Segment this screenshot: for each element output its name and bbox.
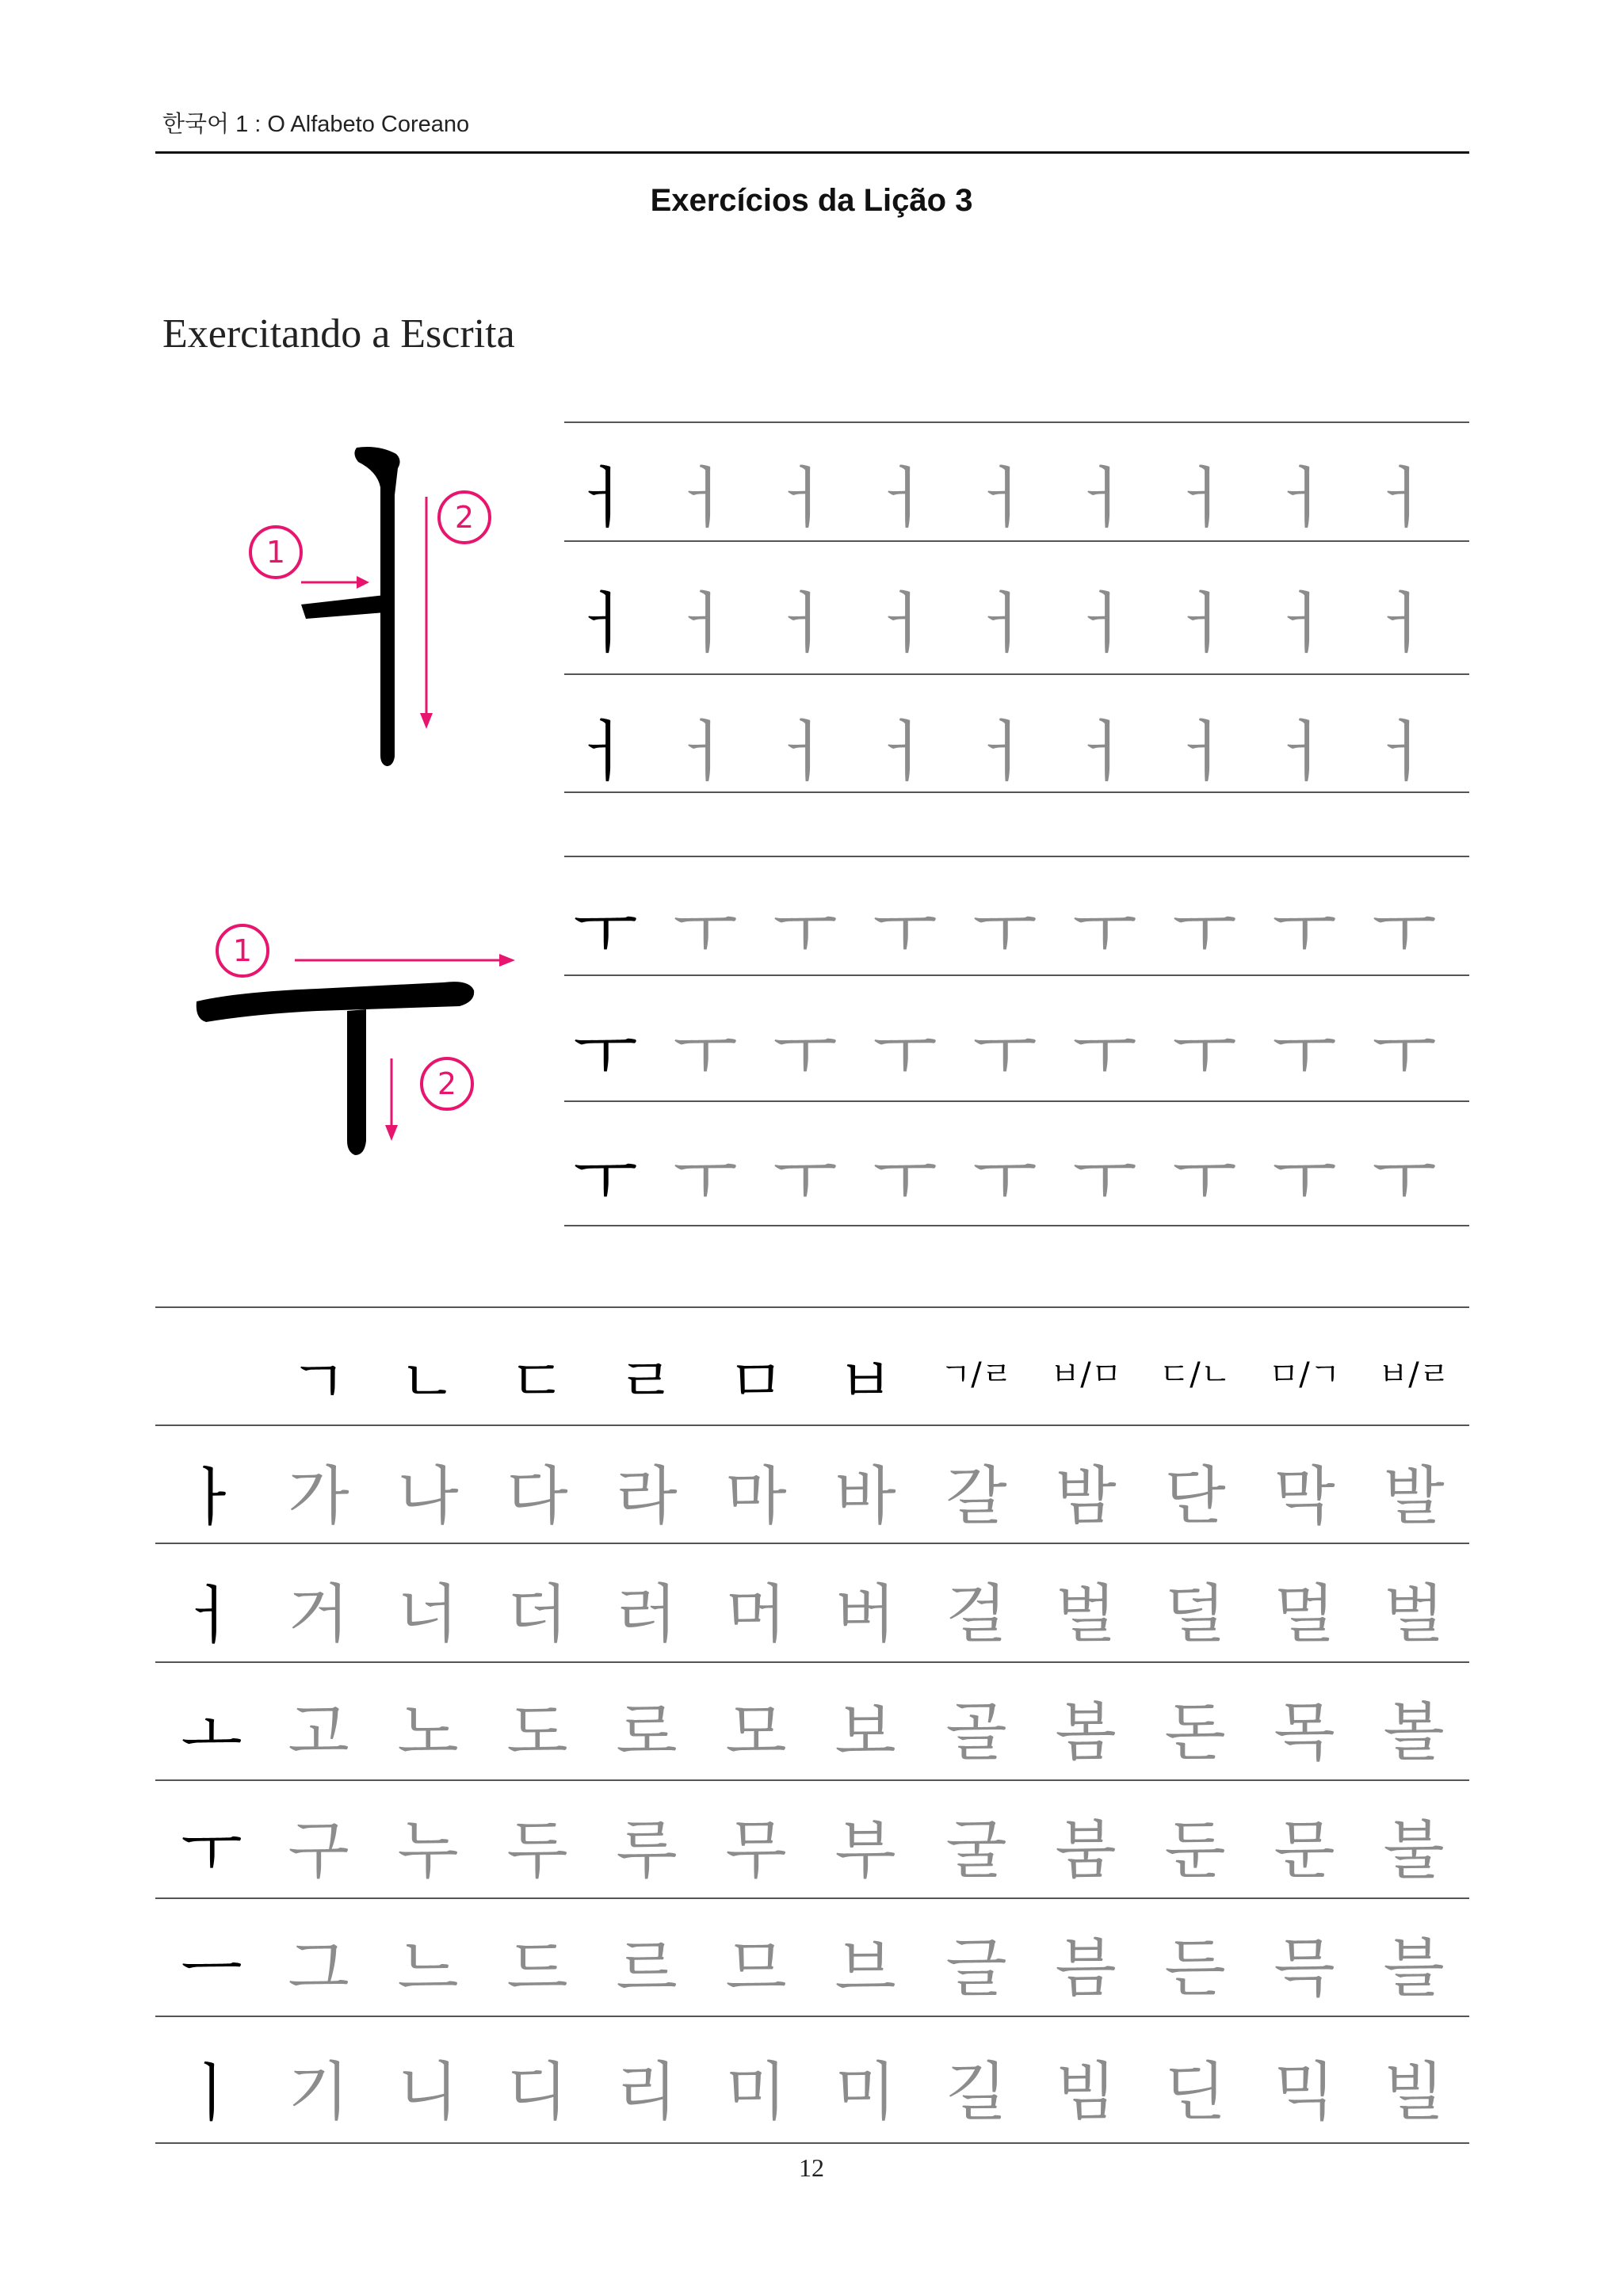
syllable-cell[interactable]: 돈 (1164, 1695, 1226, 1769)
u-stroke-vertical (347, 1009, 366, 1155)
vowel-label: ㅓ (181, 1579, 242, 1653)
trace-glyph[interactable]: ㅜ (1372, 1016, 1437, 1093)
table-rule (155, 1897, 1469, 1899)
trace-glyph[interactable]: ㅜ (773, 894, 838, 971)
syllable-cell[interactable]: 밤 (1055, 1459, 1117, 1533)
trace-glyph[interactable]: ㅓ (873, 460, 938, 537)
syllable-cell[interactable]: 미 (725, 2055, 787, 2129)
syllable-cell[interactable]: 무 (725, 1814, 787, 1887)
syllable-cell[interactable]: 둔 (1164, 1814, 1226, 1887)
trace-glyph[interactable]: ㅜ (1272, 1016, 1337, 1093)
model-glyph: ㅜ (573, 894, 638, 971)
practice-rule (564, 1100, 1469, 1102)
syllable-cell[interactable]: 느 (397, 1932, 459, 2005)
syllable-cell[interactable]: 든 (1164, 1932, 1226, 2005)
practice-rule (564, 421, 1469, 423)
svg-text:1: 1 (232, 933, 253, 968)
trace-glyph[interactable]: ㅓ (1272, 713, 1337, 791)
syllable-cell[interactable]: 붐 (1055, 1814, 1117, 1887)
trace-glyph[interactable]: ㅜ (1072, 1141, 1137, 1219)
trace-glyph[interactable]: ㅓ (773, 460, 838, 537)
syllable-cell[interactable]: 브 (834, 1932, 896, 2005)
syllable-cell[interactable]: 믁 (1274, 1932, 1335, 2005)
trace-glyph[interactable]: ㅜ (1372, 1141, 1437, 1219)
model-glyph: ㅜ (573, 1141, 638, 1219)
syllable-cell[interactable]: 니 (397, 2055, 459, 2129)
syllable-cell[interactable]: 머 (725, 1577, 787, 1651)
trace-glyph[interactable]: ㅜ (673, 1016, 738, 1093)
eo-stroke-horizontal (301, 595, 385, 619)
practice-row (564, 1127, 1469, 1219)
final-consonant-header: ㄷ/ㄴ (1159, 1356, 1232, 1393)
table-rule (155, 1779, 1469, 1781)
running-header: 한국어 1 : O Alfabeto Coreano (162, 112, 470, 137)
svg-text:1: 1 (265, 535, 286, 570)
syllable-cell[interactable]: 보 (834, 1695, 896, 1769)
syllable-cell[interactable]: 길 (945, 2055, 1007, 2129)
practice-row (564, 445, 1469, 537)
page-number: 12 (799, 2153, 824, 2182)
syllable-cell[interactable]: 블 (1383, 1932, 1445, 2005)
trace-glyph[interactable]: ㅓ (1072, 585, 1137, 662)
page-title: Exercícios da Lição 3 (650, 183, 973, 218)
trace-glyph[interactable]: ㅜ (972, 894, 1037, 971)
syllable-cell[interactable]: 벌 (1055, 1577, 1117, 1651)
syllable-cell[interactable]: 도 (506, 1695, 568, 1769)
trace-glyph[interactable]: ㅜ (1072, 1016, 1137, 1093)
table-rule (155, 1661, 1469, 1663)
trace-glyph[interactable]: ㅓ (1172, 585, 1237, 662)
model-glyph: ㅜ (573, 1016, 638, 1093)
table-rule (155, 1425, 1469, 1426)
u-stroke-horizontal (197, 982, 474, 1022)
stroke-number-2 (439, 492, 490, 543)
trace-glyph[interactable]: ㅓ (1272, 585, 1337, 662)
header-divider (155, 151, 1469, 154)
syllable-cell[interactable]: 볼 (1383, 1695, 1445, 1769)
syllable-cell[interactable]: 거 (288, 1577, 349, 1651)
trace-glyph[interactable]: ㅜ (1172, 1016, 1237, 1093)
final-consonant-header: ㅁ/ㄱ (1268, 1356, 1341, 1393)
syllable-cell[interactable]: 두 (506, 1814, 568, 1887)
syllable-cell[interactable]: 므 (725, 1932, 787, 2005)
svg-text:2: 2 (454, 500, 475, 535)
syllable-cell[interactable]: 마 (725, 1459, 787, 1533)
syllable-cell[interactable]: 디 (506, 2055, 568, 2129)
syllable-cell[interactable]: 골 (945, 1695, 1007, 1769)
trace-glyph[interactable]: ㅓ (972, 460, 1037, 537)
trace-glyph[interactable]: ㅜ (1172, 894, 1237, 971)
syllable-cell[interactable]: 나 (397, 1459, 459, 1533)
practice-rule (564, 673, 1469, 675)
vowel-label: ㅣ (181, 2057, 242, 2130)
practice-row (564, 1001, 1469, 1093)
consonant-header: ㄷ (508, 1346, 567, 1417)
trace-glyph[interactable]: ㅜ (1272, 1141, 1337, 1219)
syllable-cell[interactable]: 더 (506, 1577, 568, 1651)
final-consonant-header: ㄱ/ㄹ (940, 1356, 1013, 1393)
table-rule (155, 1543, 1469, 1544)
trace-glyph[interactable]: ㅜ (1172, 1141, 1237, 1219)
syllable-cell[interactable]: 리 (616, 2055, 678, 2129)
table-rule (155, 2016, 1469, 2017)
syllable-cell[interactable]: 덜 (1164, 1577, 1226, 1651)
trace-glyph[interactable]: ㅓ (773, 713, 838, 791)
trace-glyph[interactable]: ㅜ (1072, 894, 1137, 971)
syllable-cell[interactable]: 딘 (1164, 2055, 1226, 2129)
trace-glyph[interactable]: ㅜ (673, 1141, 738, 1219)
final-consonant-header: ㅂ/ㅁ (1049, 1356, 1122, 1393)
practice-rule (564, 1225, 1469, 1226)
syllable-cell[interactable]: 러 (616, 1577, 678, 1651)
final-consonant-header: ㅂ/ㄹ (1377, 1356, 1450, 1393)
trace-glyph[interactable]: ㅜ (972, 1141, 1037, 1219)
stroke-number-2 (422, 1058, 472, 1109)
syllable-cell[interactable]: 문 (1274, 1814, 1335, 1887)
syllable-cell[interactable]: 발 (1383, 1459, 1445, 1533)
syllable-cell[interactable]: 로 (616, 1695, 678, 1769)
syllable-cell[interactable]: 루 (616, 1814, 678, 1887)
consonant-header: ㅂ (836, 1346, 895, 1417)
trace-glyph[interactable]: ㅓ (972, 713, 1037, 791)
syllable-cell[interactable]: 불 (1383, 1814, 1445, 1887)
table-rule (155, 2142, 1469, 2144)
trace-glyph[interactable]: ㅜ (873, 1141, 938, 1219)
consonant-header: ㅁ (727, 1346, 785, 1417)
stroke-arrow-2 (420, 497, 433, 729)
syllable-cell[interactable]: 빔 (1055, 2055, 1117, 2129)
syllable-cell[interactable]: 르 (616, 1932, 678, 2005)
trace-glyph[interactable]: ㅜ (773, 1141, 838, 1219)
trace-glyph[interactable]: ㅓ (1372, 713, 1437, 791)
syllable-cell[interactable]: 빌 (1383, 2055, 1445, 2129)
trace-glyph[interactable]: ㅓ (1072, 713, 1137, 791)
stroke-arrow-1 (301, 576, 369, 589)
vowel-label: ㅡ (181, 1933, 242, 2007)
stroke-order-eo-diagram (238, 440, 523, 772)
syllable-cell[interactable]: 모 (725, 1695, 787, 1769)
syllable-cell[interactable]: 너 (397, 1577, 459, 1651)
trace-glyph[interactable]: ㅓ (1372, 585, 1437, 662)
trace-glyph[interactable]: ㅓ (1272, 460, 1337, 537)
trace-glyph[interactable]: ㅓ (873, 713, 938, 791)
syllable-cell[interactable]: 그 (288, 1932, 349, 2005)
syllable-cell[interactable]: 봄 (1055, 1695, 1117, 1769)
syllable-cell[interactable]: 믹 (1274, 2055, 1335, 2129)
syllable-cell[interactable]: 글 (945, 1932, 1007, 2005)
trace-glyph[interactable]: ㅓ (1372, 460, 1437, 537)
syllable-cell[interactable]: 멀 (1274, 1577, 1335, 1651)
trace-glyph[interactable]: ㅓ (673, 713, 738, 791)
trace-glyph[interactable]: ㅓ (673, 460, 738, 537)
trace-glyph[interactable]: ㅜ (673, 894, 738, 971)
trace-glyph[interactable]: ㅓ (1072, 460, 1137, 537)
trace-glyph[interactable]: ㅜ (972, 1016, 1037, 1093)
trace-glyph[interactable]: ㅜ (1372, 894, 1437, 971)
consonant-header: ㄴ (399, 1346, 457, 1417)
syllable-cell[interactable]: 굴 (945, 1814, 1007, 1887)
syllable-cell[interactable]: 븜 (1055, 1932, 1117, 2005)
trace-glyph[interactable]: ㅓ (1172, 460, 1237, 537)
stroke-arrow-1 (295, 954, 515, 967)
consonant-header: ㄹ (617, 1346, 676, 1417)
syllable-cell[interactable]: 가 (288, 1459, 349, 1533)
syllable-cell[interactable]: 고 (288, 1695, 349, 1769)
trace-glyph[interactable]: ㅜ (1272, 894, 1337, 971)
stroke-number-1 (250, 527, 301, 578)
svg-text:2: 2 (437, 1066, 457, 1101)
syllable-cell[interactable]: 드 (506, 1932, 568, 2005)
consonant-header: ㄱ (289, 1346, 348, 1417)
section-heading: Exercitando a Escrita (162, 311, 515, 357)
trace-glyph[interactable]: ㅓ (972, 585, 1037, 662)
practice-row (564, 879, 1469, 971)
syllable-cell[interactable]: 라 (616, 1459, 678, 1533)
model-glyph: ㅓ (573, 585, 638, 662)
syllable-cell[interactable]: 노 (397, 1695, 459, 1769)
trace-glyph[interactable]: ㅓ (1172, 713, 1237, 791)
syllable-cell[interactable]: 막 (1274, 1459, 1335, 1533)
syllable-cell[interactable]: 단 (1164, 1459, 1226, 1533)
table-rule (155, 1306, 1469, 1308)
model-glyph: ㅓ (573, 460, 638, 537)
practice-rule (564, 856, 1469, 857)
trace-glyph[interactable]: ㅜ (873, 1016, 938, 1093)
syllable-cell[interactable]: 벌 (1383, 1577, 1445, 1651)
syllable-cell[interactable]: 부 (834, 1814, 896, 1887)
syllable-cell[interactable]: 미 (834, 2055, 896, 2129)
stroke-arrow-2 (385, 1058, 398, 1141)
trace-glyph[interactable]: ㅜ (873, 894, 938, 971)
syllable-cell[interactable]: 바 (834, 1459, 896, 1533)
syllable-cell[interactable]: 목 (1274, 1695, 1335, 1769)
syllable-cell[interactable]: 누 (397, 1814, 459, 1887)
stroke-order-u-diagram (190, 903, 523, 1173)
vowel-label: ㅗ (181, 1697, 242, 1771)
vowel-label: ㅜ (181, 1815, 242, 1889)
trace-glyph[interactable]: ㅓ (873, 585, 938, 662)
syllable-cell[interactable]: 다 (506, 1459, 568, 1533)
syllable-cell[interactable]: 걸 (945, 1577, 1007, 1651)
syllable-cell[interactable]: 갈 (945, 1459, 1007, 1533)
syllable-cell[interactable]: 구 (288, 1814, 349, 1887)
vowel-label: ㅏ (181, 1461, 242, 1535)
trace-glyph[interactable]: ㅓ (673, 585, 738, 662)
syllable-cell[interactable]: 버 (834, 1577, 896, 1651)
syllable-cell[interactable]: 기 (288, 2055, 349, 2129)
practice-row (564, 570, 1469, 662)
trace-glyph[interactable]: ㅜ (773, 1016, 838, 1093)
practice-row (564, 699, 1469, 791)
model-glyph: ㅓ (573, 713, 638, 791)
trace-glyph[interactable]: ㅓ (773, 585, 838, 662)
stroke-number-1 (217, 925, 268, 976)
